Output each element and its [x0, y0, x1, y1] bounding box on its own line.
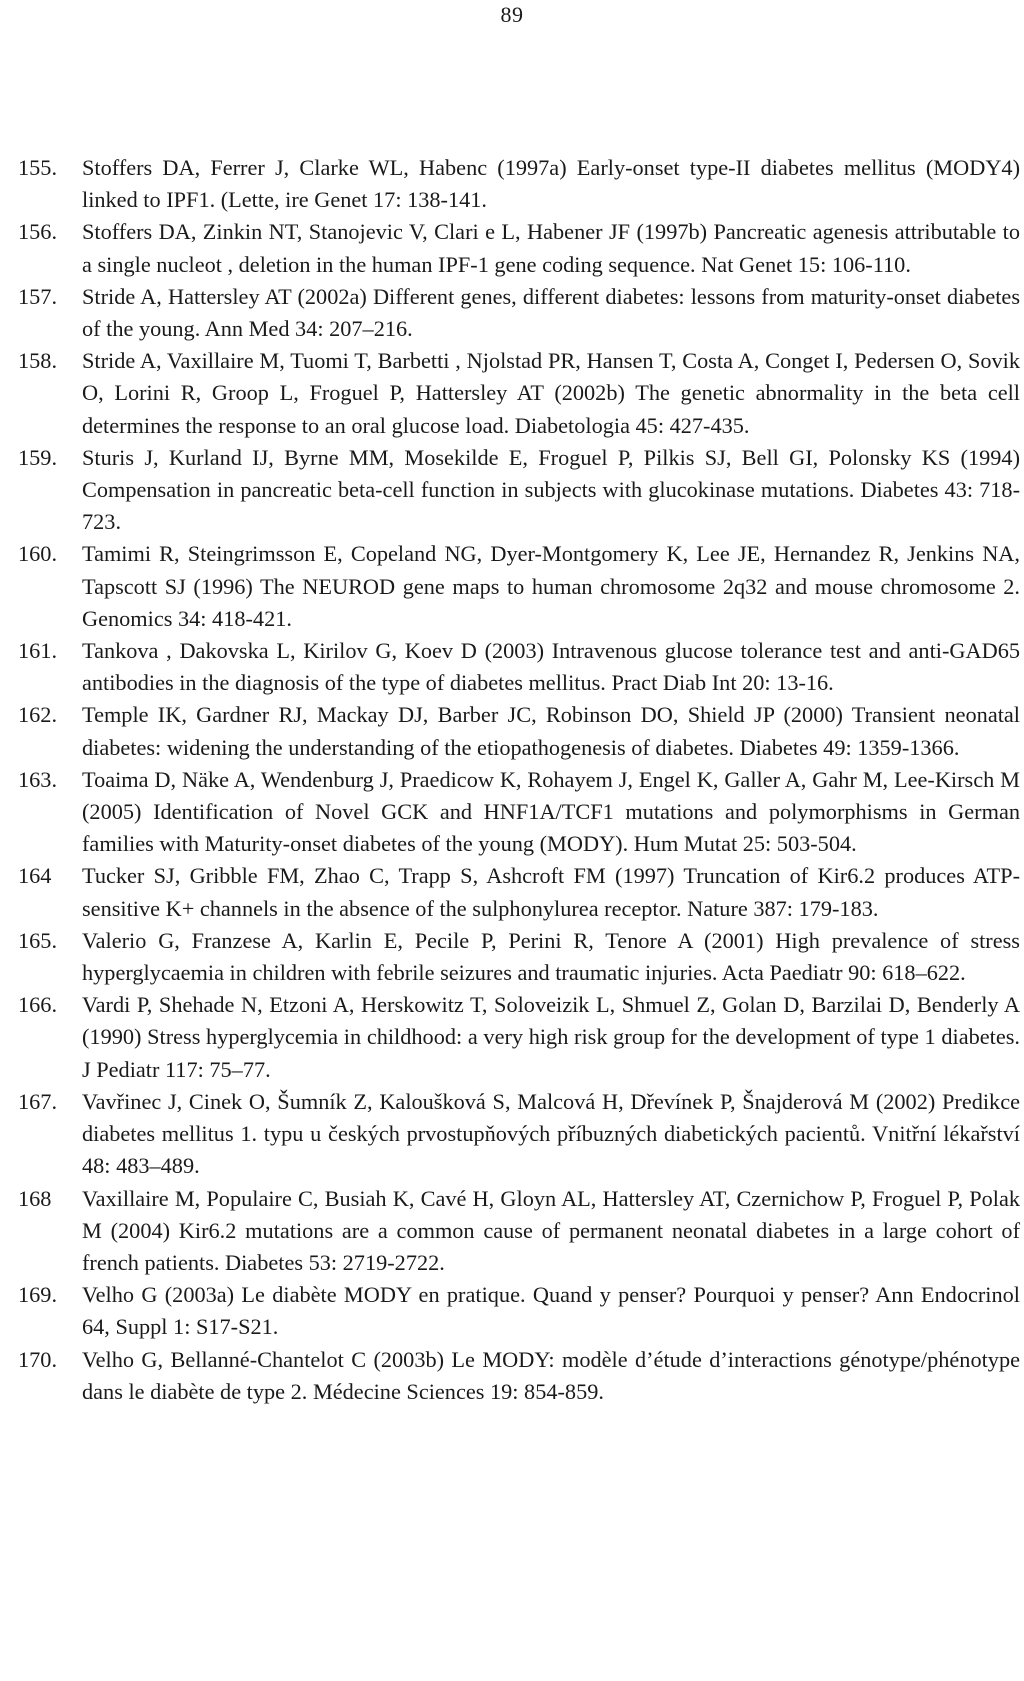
- reference-item: [18, 442, 1020, 539]
- reference-text: Vavřinec J, Cinek O, Šumník Z, Kaloušková S, Malcová H, Dřevínek P, Šnajderová M (2002) Predikce diabetes mellitus 1. typu u českých prvostupňových příbuzných diabetických pacientů. Vnitřní lékařství 48: 483–489.: [82, 1088, 1020, 1179]
- reference-item: [18, 152, 1020, 216]
- reference-number: 157.: [18, 283, 58, 309]
- reference-number: 170.: [18, 1346, 58, 1372]
- reference-number: 166.: [18, 992, 58, 1018]
- reference-text: Tamimi R, Steingrimsson E, Copeland NG, Dyer-Montgomery K, Lee JE, Hernandez R, Jenkins NA, Tapscott SJ (1996) The NEUROD gene maps to human chromosome 2q32 and mouse chromosome 2. Genomics 34: 418-421.: [82, 541, 1020, 631]
- reference-number: 162.: [18, 702, 58, 728]
- reference-text: Valerio G, Franzese A, Karlin E, Pecile P, Perini R, Tenore A (2001) High prevalence of stress hyperglycaemia in children with febrile seizures and traumatic injuries. Acta Paediatr 90: 618–622.: [82, 927, 1020, 986]
- reference-text: Tankova , Dakovska L, Kirilov G, Koev D (2003) Intravenous glucose tolerance test and anti-GAD65 antibodies in the diagnosis of the type of diabetes mellitus. Pract Diab Int 20: 13-16.: [82, 638, 1020, 696]
- reference-text: Stoffers DA, Zinkin NT, Stanojevic V, Clari e L, Habener JF (1997b) Pancreatic agenesis attributable to a single nucleot , deletion in the human IPF-1 gene coding sequence. Nat Genet 15: 106-110.: [82, 219, 1020, 277]
- reference-item: [18, 345, 1020, 442]
- reference-number: 158.: [18, 348, 58, 374]
- reference-text: Temple IK, Gardner RJ, Mackay DJ, Barber JC, Robinson DO, Shield JP (2000) Transient neonatal diabetes: widening the understanding of the etiopathogenesis of diabetes. Diabetes 49: 1359-1366.: [82, 702, 1020, 760]
- reference-item: [18, 635, 1020, 699]
- reference-text: Stride A, Hattersley AT (2002a) Different genes, different diabetes: lessons from maturity-onset diabetes of the young. Ann Med 34: 207–216.: [82, 283, 1020, 342]
- reference-number: 159.: [18, 444, 58, 470]
- reference-item: [18, 989, 1020, 1086]
- reference-item: [18, 764, 1020, 861]
- reference-item: [18, 860, 1020, 924]
- reference-text: Vardi P, Shehade N, Etzoni A, Herskowitz T, Soloveizik L, Shmuel Z, Golan D, Barzilai D, Benderly A (1990) Stress hyperglycemia in childhood: a very high risk group for the development of type 1 diabetes. J Pediatr 117: 75–77.: [82, 992, 1020, 1082]
- reference-number: 160.: [18, 541, 58, 567]
- reference-number: 161.: [18, 638, 58, 664]
- reference-number: 167.: [18, 1088, 58, 1114]
- reference-number: 164: [18, 863, 52, 889]
- reference-item: [18, 1086, 1020, 1183]
- reference-text: Vaxillaire M, Populaire C, Busiah K, Cavé H, Gloyn AL, Hattersley AT, Czernichow P, Froguel P, Polak M (2004) Kir6.2 mutations are a common cause of permanent neonatal diabetes in a large cohort of french patients. Diabetes 53: 2719-2722.: [82, 1185, 1020, 1275]
- reference-number: 165.: [18, 927, 58, 953]
- reference-text: Velho G (2003a) Le diabète MODY en pratique. Quand y penser? Pourquoi y penser? Ann Endocrinol 64, Suppl 1: S17-S21.: [82, 1282, 1020, 1340]
- reference-text: Stride A, Vaxillaire M, Tuomi T, Barbetti , Njolstad PR, Hansen T, Costa A, Conget I, Pedersen O, Sovik O, Lorini R, Groop L, Froguel P, Hattersley AT (2002b) The genetic abnormality in the beta cell determines the response to an oral glucose load. Diabetologia 45: 427-435.: [82, 348, 1020, 438]
- reference-number: 156.: [18, 219, 58, 245]
- reference-item: [18, 538, 1020, 635]
- page-number: 89: [500, 2, 524, 27]
- reference-number: 169.: [18, 1282, 58, 1308]
- reference-text: Sturis J, Kurland IJ, Byrne MM, Mosekilde E, Froguel P, Pilkis SJ, Bell GI, Polonsky KS (1994) Compensation in pancreatic beta-cell function in subjects with glucokinase mutations. Diabetes 43: 718-723.: [82, 444, 1020, 535]
- reference-text: Tucker SJ, Gribble FM, Zhao C, Trapp S, Ashcroft FM (1997) Truncation of Kir6.2 produces ATP-sensitive K+ channels in the absence of the sulphonylurea receptor. Nature 387: 179-183.: [82, 863, 1020, 921]
- reference-text: Velho G, Bellanné-Chantelot C (2003b) Le MODY: modèle d’étude d’interactions génotype/phénotype dans le diabète de type 2. Médecine Sciences 19: 854-859.: [82, 1346, 1020, 1404]
- reference-item: [18, 281, 1020, 345]
- reference-item: [18, 216, 1020, 280]
- reference-item: [18, 1344, 1020, 1408]
- reference-item: [18, 1279, 1020, 1343]
- reference-text: Stoffers DA, Ferrer J, Clarke WL, Habenc (1997a) Early-onset type-II diabetes mellitus (MODY4) linked to IPF1. (Lette, ire Genet 17: 138-141.: [82, 155, 1020, 213]
- reference-list: [18, 152, 1020, 1408]
- reference-item: [18, 925, 1020, 989]
- reference-item: [18, 699, 1020, 763]
- reference-text: Toaima D, Näke A, Wendenburg J, Praedicow K, Rohayem J, Engel K, Galler A, Gahr M, Lee-Kirsch M (2005) Identification of Novel GCK and HNF1A/TCF1 mutations and polymorphisms in German families with Maturity-onset diabetes of the young (MODY). Hum Mutat 25: 503-504.: [82, 766, 1020, 857]
- reference-number: 155.: [18, 155, 58, 180]
- reference-item: [18, 1183, 1020, 1280]
- reference-number: 163.: [18, 766, 58, 792]
- reference-number: 168: [18, 1185, 52, 1211]
